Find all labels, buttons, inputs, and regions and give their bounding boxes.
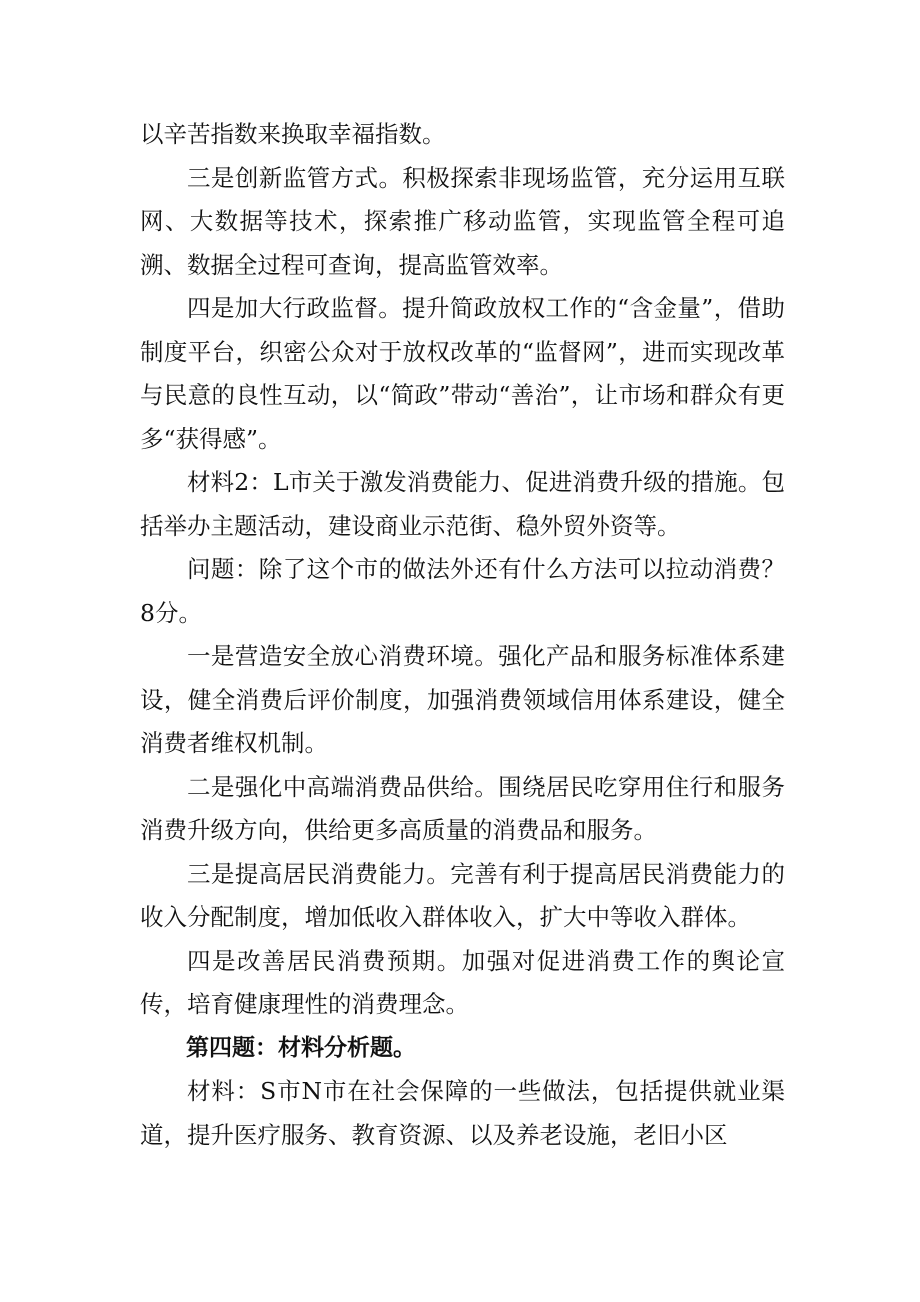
paragraph-answer-1: 一是营造安全放心消费环境。强化产品和服务标准体系建设，健全消费后评价制度，加强消费领域信用体系建设，健全消费者维权机制。 bbox=[140, 642, 785, 757]
document-body bbox=[140, 113, 785, 1157]
paragraph-administrative-oversight: 四是加大行政监督。提升简政放权工作的“含金量”，借助制度平台，织密公众对于放权改革的“监督网”，进而实现改革与民意的良性互动，以“简政”带动“善治”，让市场和群众有更多“获得感”。 bbox=[140, 294, 785, 453]
paragraph-material-2: 材料2：L市关于激发消费能力、促进消费升级的措施。包括举办主题活动，建设商业示范街、稳外贸外资等。 bbox=[140, 468, 785, 540]
paragraph-material-social-security: 材料：S市N市在社会保障的一些做法，包括提供就业渠道，提升医疗服务、教育资源、以及养老设施，老旧小区 bbox=[140, 1077, 785, 1149]
paragraph-answer-4: 四是改善居民消费预期。加强对促进消费工作的舆论宣传，培育健康理性的消费理念。 bbox=[140, 946, 785, 1018]
paragraph-continuation: 以辛苦指数来换取幸福指数。 bbox=[140, 120, 446, 148]
paragraph-question: 问题：除了这个市的做法外还有什么方法可以拉动消费？8分。 bbox=[140, 555, 785, 627]
paragraph-answer-3: 三是提高居民消费能力。完善有利于提高居民消费能力的收入分配制度，增加低收入群体收入，扩大中等收入群体。 bbox=[140, 859, 785, 931]
paragraph-innovate-supervision: 三是创新监管方式。积极探索非现场监管，充分运用互联网、大数据等技术，探索推广移动监管，实现监管全程可追溯、数据全过程可查询，提高监管效率。 bbox=[140, 163, 785, 279]
section-heading: 第四题：材料分析题。 bbox=[186, 1034, 416, 1061]
paragraph-answer-2: 二是强化中高端消费品供给。围绕居民吃穿用住行和服务消费升级方向，供给更多高质量的消费品和服务。 bbox=[140, 772, 785, 844]
